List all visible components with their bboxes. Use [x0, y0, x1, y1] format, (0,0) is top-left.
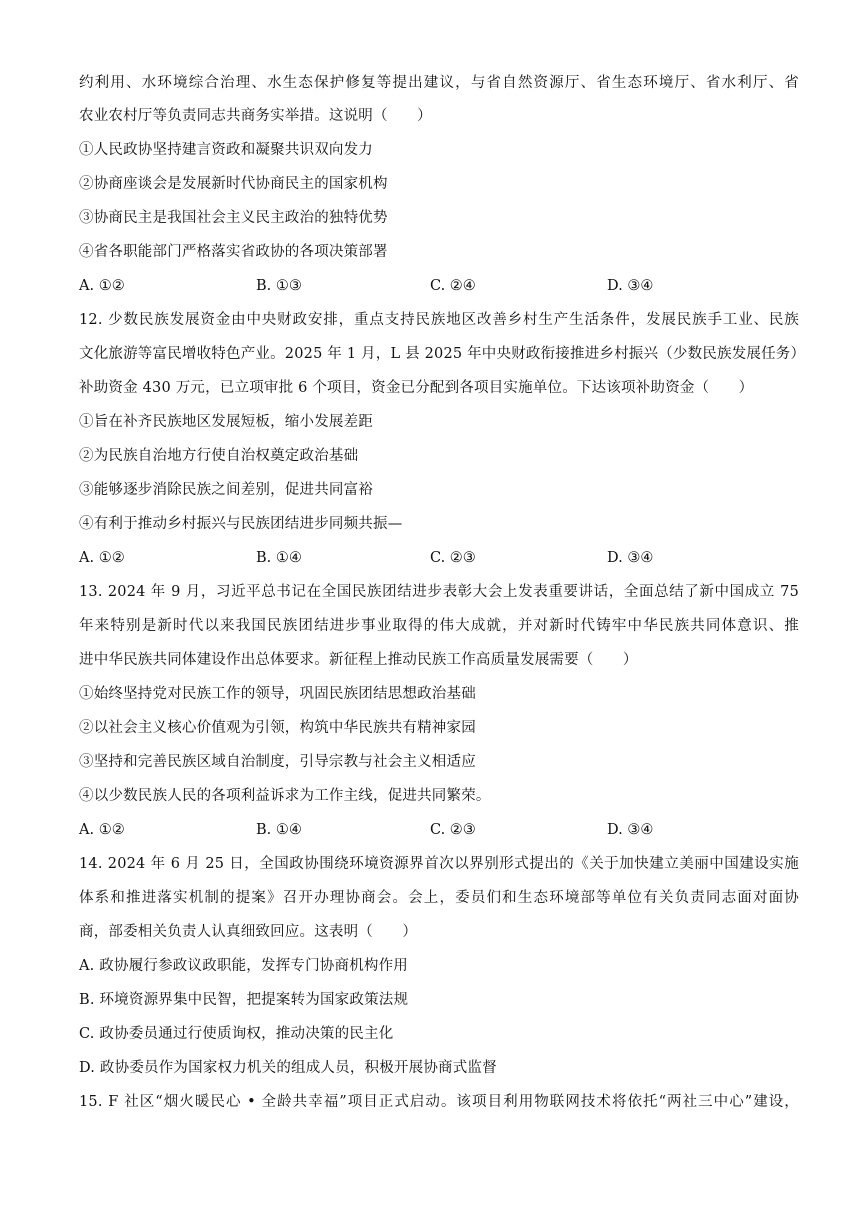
q12-options — [79, 548, 799, 568]
q12-option-d[interactable]: D. ③④ — [607, 550, 654, 566]
q11-option-b[interactable]: B. ①③ — [256, 278, 302, 294]
q13-stem-line-2: 年来特别是新时代以来我国民族团结进步事业取得的伟大成就，并对新时代铸牢中华民族共同体意识、推 — [79, 618, 799, 634]
q11-option-d[interactable]: D. ③④ — [607, 278, 654, 294]
q14-choice-d[interactable]: D. 政协委员作为国家权力机关的组成人员，积极开展协商式监督 — [79, 1060, 497, 1076]
q11-item-4: ④省各职能部门严格落实省政协的各项决策部署 — [79, 244, 388, 260]
q11-options — [79, 276, 799, 296]
q11-option-a[interactable]: A. ①② — [79, 278, 125, 294]
q13-option-b[interactable]: B. ①④ — [256, 822, 302, 838]
q13-item-2: ②以社会主义核心价值观为引领，构筑中华民族共有精神家园 — [79, 720, 476, 736]
q13-option-a[interactable]: A. ①② — [79, 822, 125, 838]
q12-stem-line-3: 补助资金 430 万元，已立项审批 6 个项目，资金已分配到各项目实施单位。下达该项补助资金（ ） — [79, 380, 754, 396]
q11-item-1: ①人民政协坚持建言资政和凝聚共识双向发力 — [79, 142, 373, 158]
q12-item-3: ③能够逐步消除民族之间差别，促进共同富裕 — [79, 482, 373, 498]
q13-item-3: ③坚持和完善民族区域自治制度，引导宗教与社会主义相适应 — [79, 754, 476, 770]
q12-option-b[interactable]: B. ①④ — [256, 550, 302, 566]
q14-stem-line-2: 体系和推进落实机制的提案》召开办理协商会。会上，委员们和生态环境部等单位有关负责同志面对面协 — [79, 890, 799, 906]
q12-option-c[interactable]: C. ②③ — [430, 550, 476, 566]
q14-choice-b[interactable]: B. 环境资源界集中民智，把提案转为国家政策法规 — [79, 992, 409, 1008]
q11-item-2: ②协商座谈会是发展新时代协商民主的国家机构 — [79, 176, 388, 192]
q11-stem-line-2: 农业农村厅等负责同志共商务实举措。这说明（ ） — [79, 108, 432, 124]
q11-item-3: ③协商民主是我国社会主义民主政治的独特优势 — [79, 210, 388, 226]
q12-option-a[interactable]: A. ①② — [79, 550, 125, 566]
q13-option-c[interactable]: C. ②③ — [430, 822, 476, 838]
q12-item-2: ②为民族自治地方行使自治权奠定政治基础 — [79, 448, 359, 464]
q13-option-d[interactable]: D. ③④ — [607, 822, 654, 838]
q13-options — [79, 820, 799, 840]
q14-choice-a[interactable]: A. 政协履行参政议政职能，发挥专门协商机构作用 — [79, 958, 408, 974]
q15-stem-line-1: 15. F 社区“烟火暖民心 • 全龄共幸福”项目正式启动。该项目利用物联网技术将依托“两社三中心”建设， — [79, 1094, 799, 1110]
q12-stem-line-2: 文化旅游等富民增收特色产业。2025 年 1 月，L 县 2025 年中央财政衔接推进乡村振兴（少数民族发展任务） — [79, 346, 806, 362]
q13-item-4: ④以少数民族人民的各项利益诉求为工作主线，促进共同繁荣。 — [79, 788, 491, 804]
q14-choice-c[interactable]: C. 政协委员通过行使质询权，推动决策的民主化 — [79, 1026, 394, 1042]
q13-item-1: ①始终坚持党对民族工作的领导，巩固民族团结思想政治基础 — [79, 686, 476, 702]
q12-stem-line-1: 12. 少数民族发展资金由中央财政安排，重点支持民族地区改善乡村生产生活条件，发展民族手工业、民族 — [79, 312, 799, 328]
q14-stem-line-3: 商，部委相关负责人认真细致回应。这表明（ ） — [79, 924, 418, 940]
q12-item-4: ④有利于推动乡村振兴与民族团结进步同频共振— — [79, 516, 403, 532]
q11-option-c[interactable]: C. ②④ — [430, 278, 476, 294]
q13-stem-line-1: 13. 2024 年 9 月，习近平总书记在全国民族团结进步表彰大会上发表重要讲话，全面总结了新中国成立 75 — [79, 584, 799, 600]
q13-stem-line-3: 进中华民族共同体建设作出总体要求。新征程上推动民族工作高质量发展需要（ ） — [79, 652, 638, 668]
q11-stem-line-1: 约利用、水环境综合治理、水生态保护修复等提出建议，与省自然资源厅、省生态环境厅、省水利厅、省 — [79, 75, 799, 91]
q12-item-1: ①旨在补齐民族地区发展短板，缩小发展差距 — [79, 414, 373, 430]
q14-stem-line-1: 14. 2024 年 6 月 25 日，全国政协围绕环境资源界首次以界别形式提出的《关于加快建立美丽中国建设实施 — [79, 856, 799, 872]
